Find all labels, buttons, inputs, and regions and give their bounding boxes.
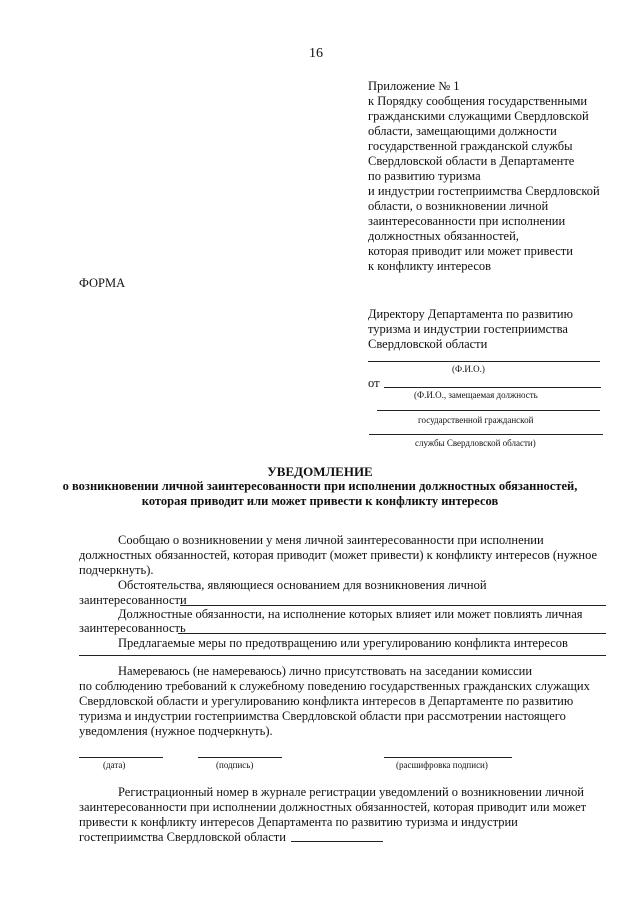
from-line[interactable]: [384, 387, 601, 388]
fio-line[interactable]: [368, 361, 600, 362]
p5-line-5: уведомления (нужное подчеркнуть).: [79, 724, 273, 738]
reg-line-3: привести к конфликту интересов Департамента по развитию туризма и индустрии: [79, 815, 518, 829]
appendix-line: Приложение № 1: [368, 79, 460, 93]
p3-line-2: заинтересованность: [79, 621, 186, 635]
addressee-line: туризма и индустрии гостеприимства: [368, 322, 568, 336]
duties-line[interactable]: [178, 633, 606, 634]
p5-line-3: Свердловской области и урегулированию конфликта интересов в Департаменте по развитию: [79, 694, 574, 708]
appendix-line: гражданскими служащими Свердловской: [368, 109, 589, 123]
decoding-caption: (расшифровка подписи): [396, 760, 488, 770]
title-line-2: которая приводит или может привести к конфликту интересов: [141, 494, 499, 508]
p2-line-1: Обстоятельства, являющиеся основанием для возникновения личной: [118, 578, 487, 592]
p4-line-1: Предлагаемые меры по предотвращению или урегулированию конфликта интересов: [118, 636, 568, 650]
measures-line[interactable]: [79, 655, 606, 656]
p1-line-3: подчеркнуть).: [79, 563, 154, 577]
p5-line-2: по соблюдению требований к служебному поведению государственных гражданских служащих: [79, 679, 590, 693]
from-caption-2: государственной гражданской: [418, 415, 534, 425]
appendix-line: к Порядку сообщения государственными: [368, 94, 588, 108]
document-title: УВЕДОМЛЕНИЕ: [267, 464, 373, 479]
appendix-line: и индустрии гостеприимства Свердловской: [368, 184, 600, 198]
reg-line-1: Регистрационный номер в журнале регистрации уведомлений о возникновении личной: [118, 785, 584, 799]
page-number: 16: [309, 46, 323, 61]
signature-caption: (подпись): [216, 760, 254, 770]
p1-line-1: Сообщаю о возникновении у меня личной заинтересованности при исполнении: [118, 533, 544, 547]
from-line-2[interactable]: [377, 410, 600, 411]
circumstances-line[interactable]: [180, 605, 606, 606]
addressee-line: Директору Департамента по развитию: [368, 307, 573, 321]
p2-line-2: заинтересованности: [79, 593, 187, 607]
signature-line[interactable]: [198, 757, 282, 758]
title-line-1: о возникновении личной заинтересованности при исполнении должностных обязанностей,: [62, 479, 578, 493]
appendix-line: заинтересованности при исполнении: [368, 214, 566, 228]
reg-number-line[interactable]: [291, 841, 383, 842]
date-caption: (дата): [103, 760, 126, 770]
addressee-block: [368, 307, 573, 352]
reg-line-4: гостеприимства Свердловской области: [79, 830, 286, 844]
p1-line-2: должностных обязанностей, которая приводит (может привести) к конфликту интересов (нужное: [79, 548, 598, 562]
appendix-line: Свердловской области в Департаменте: [368, 154, 575, 168]
from-caption: (Ф.И.О., замещаемая должность: [414, 390, 538, 400]
appendix-line: которая приводит или может привести: [368, 244, 573, 258]
decoding-line[interactable]: [384, 757, 512, 758]
addressee-line: Свердловской области: [368, 337, 488, 351]
from-caption-3: службы Свердловской области): [415, 438, 536, 448]
form-label: ФОРМА: [79, 276, 126, 290]
appendix-line: области, замещающими должности: [368, 124, 557, 138]
appendix-line: государственной гражданской службы: [368, 139, 573, 153]
reg-line-2: заинтересованности при исполнении должностных обязанностей, которая приводит или может: [79, 800, 587, 814]
fio-caption: (Ф.И.О.): [452, 364, 485, 374]
p5-line-1: Намереваюсь (не намереваюсь) лично присутствовать на заседании комиссии: [118, 664, 533, 678]
from-label: от: [368, 376, 380, 390]
from-line-3[interactable]: [369, 434, 603, 435]
appendix-line: области, о возникновении личной: [368, 199, 549, 213]
p3-line-1: Должностные обязанности, на исполнение которых влияет или может повлиять личная: [118, 607, 583, 621]
p5-line-4: туризма и индустрии гостеприимства Свердловской области при рассмотрении настоящего: [79, 709, 566, 723]
appendix-block: [368, 79, 600, 274]
date-line[interactable]: [79, 757, 163, 758]
appendix-line: по развитию туризма: [368, 169, 481, 183]
appendix-line: должностных обязанностей,: [368, 229, 519, 243]
appendix-line: к конфликту интересов: [368, 259, 492, 273]
